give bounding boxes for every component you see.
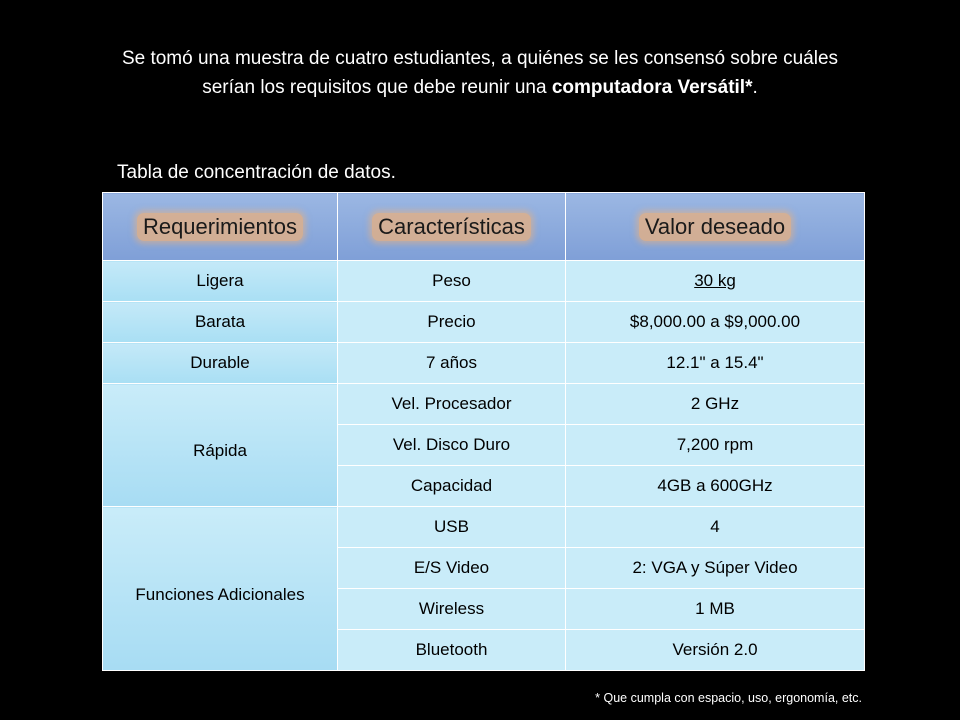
caracteristica-cell: Capacidad [338, 466, 566, 507]
column-header-requerimientos [103, 193, 338, 261]
column-header-label: Valor deseado [639, 213, 791, 241]
valor-cell: Versión 2.0 [566, 630, 865, 671]
column-header-label: Requerimientos [137, 213, 303, 241]
requerimiento-label: Rápida [193, 441, 247, 460]
table-row [103, 343, 865, 384]
table-caption: Tabla de concentración de datos. [117, 162, 396, 183]
caracteristica-cell: Vel. Disco Duro [338, 425, 566, 466]
intro-paragraph [100, 44, 860, 102]
valor-cell [566, 261, 865, 302]
requerimiento-cell: Durable [103, 343, 338, 384]
valor-cell: 4 [566, 507, 865, 548]
caracteristica-cell: Vel. Procesador [338, 384, 566, 425]
requerimiento-cell: Ligera [103, 261, 338, 302]
column-header-caracteristicas [338, 193, 566, 261]
caracteristica-cell: 7 años [338, 343, 566, 384]
table-row [103, 384, 865, 425]
caracteristica-cell: Peso [338, 261, 566, 302]
column-header-valor-deseado [566, 193, 865, 261]
caracteristica-cell: USB [338, 507, 566, 548]
table-row [103, 507, 865, 548]
valor-cell: 2 GHz [566, 384, 865, 425]
valor-cell: 1 MB [566, 589, 865, 630]
table-row [103, 261, 865, 302]
requirements-table [102, 192, 865, 671]
intro-bold-term: computadora Versátil* [551, 77, 753, 98]
valor-text: 30 kg [694, 271, 736, 290]
caracteristica-cell: Precio [338, 302, 566, 343]
valor-cell: 7,200 rpm [566, 425, 865, 466]
valor-cell: 2: VGA y Súper Video [566, 548, 865, 589]
requerimiento-cell-funciones [103, 507, 338, 671]
caracteristica-cell: E/S Video [338, 548, 566, 589]
caracteristica-cell: Wireless [338, 589, 566, 630]
footnote: * Que cumpla con espacio, uso, ergonomía, etc. [595, 691, 862, 705]
requerimiento-cell-rapida [103, 384, 338, 507]
intro-text-end: . [752, 77, 758, 98]
column-header-label: Características [372, 213, 531, 241]
valor-cell: 12.1" a 15.4" [566, 343, 865, 384]
intro-text: Se tomó una muestra de cuatro estudiantes, a quiénes se les consensó sobre cuáles serían los requisitos que debe reunir una [121, 48, 839, 98]
table-row [103, 302, 865, 343]
valor-cell: $8,000.00 a $9,000.00 [566, 302, 865, 343]
caracteristica-cell: Bluetooth [338, 630, 566, 671]
requerimiento-cell: Barata [103, 302, 338, 343]
requerimiento-label: Funciones Adicionales [135, 584, 305, 604]
table-header-row [103, 193, 865, 261]
valor-cell: 4GB a 600GHz [566, 466, 865, 507]
